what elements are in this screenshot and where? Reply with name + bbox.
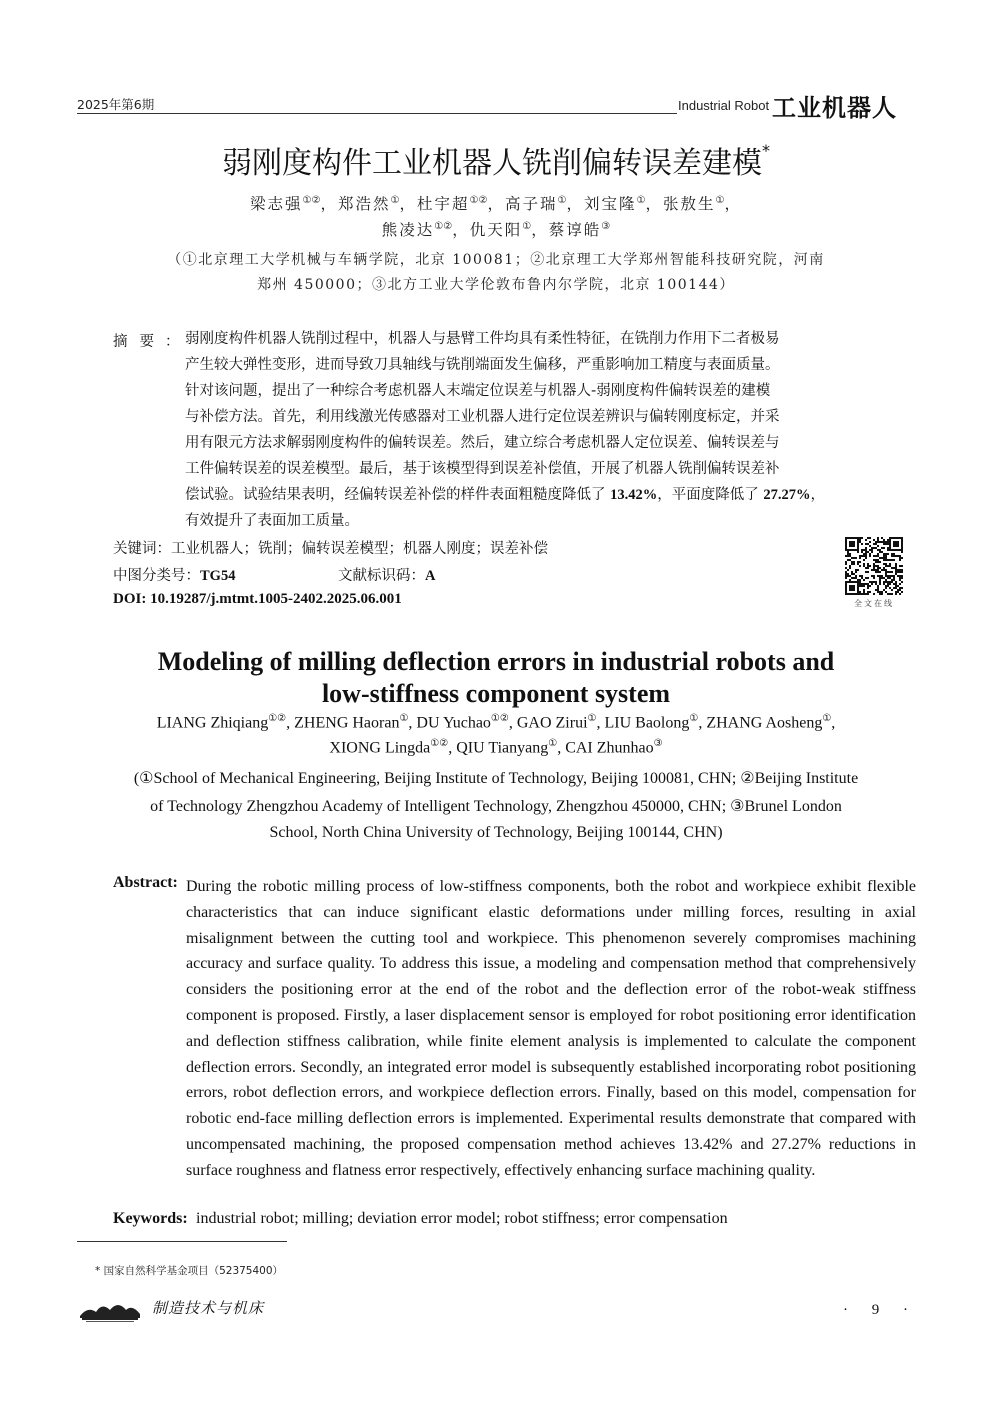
affiliation-cn-line: 郑州 450000；③北方工业大学伦敦布鲁内尔学院，北京 100144） — [257, 277, 735, 293]
journal-logo-icon — [78, 1296, 142, 1324]
authors-cn-line2: 熊凌达①②，仇天阳①，蔡谆皓③ — [381, 220, 611, 239]
author-affiliation-mark: ①② — [490, 713, 509, 724]
author-affiliation-mark: ①② — [469, 194, 488, 206]
abstract-cn-line: 工件偏转误差的误差模型。最后，基于该模型得到误差补偿值，开展了机器人铣削偏转误差补 — [185, 461, 780, 477]
abstract-cn-line: 弱刚度构件机器人铣削过程中，机器人与悬臂工件均具有柔性特征，在铣削力作用下二者极易 — [185, 331, 780, 347]
author-affiliation-mark: ① — [390, 194, 400, 206]
keywords-cn-label: 关键词： — [113, 541, 171, 557]
section-label-cn: 工业机器人 — [772, 94, 897, 122]
doi[interactable]: DOI: 10.19287/j.mtmt.1005-2402.2025.06.001 — [113, 591, 402, 607]
author-affiliation-mark: ① — [587, 713, 597, 724]
clc-value: TG54 — [200, 568, 236, 584]
authors-en-line2: XIONG Lingda①②, QIU Tianyang①, CAI Zhunhao③ — [329, 738, 663, 757]
journal-name: 制造技术与机床 — [152, 1299, 265, 1317]
author-affiliation-mark: ①② — [430, 738, 449, 749]
author-affiliation-mark: ①② — [434, 220, 453, 232]
author-affiliation-mark: ① — [557, 194, 567, 206]
abstract-cn-line: 有效提升了表面加工质量。 — [185, 513, 359, 529]
doc-code-value: A — [425, 568, 436, 584]
author-affiliation-mark: ③ — [653, 738, 663, 749]
author-name: 刘宝隆 — [583, 195, 637, 213]
abstract-cn-line: 针对该问题，提出了一种综合考虑机器人末端定位误差与机器人-弱刚度构件偏转误差的建模 — [185, 383, 771, 399]
author-affiliation-mark: ①② — [302, 194, 321, 206]
author-name: XIONG Lingda — [329, 739, 431, 757]
doc-code-label: 文献标识码： — [338, 568, 425, 584]
keywords-en-text: industrial robot; milling; deviation error model; robot stiffness; error compensation — [196, 1210, 728, 1227]
author-name: 仇天阳 — [469, 221, 523, 239]
author-affiliation-mark: ① — [822, 713, 832, 724]
author-name: QIU Tianyang — [456, 739, 549, 757]
abstract-en-label: Abstract: — [113, 874, 178, 891]
authors-en-line1: LIANG Zhiqiang①②, ZHENG Haoran①, DU Yuchao①②, GAO Zirui①, LIU Baolong①, ZHANG Aosheng①, — [156, 713, 836, 732]
keywords-en-label: Keywords: — [113, 1210, 188, 1227]
author-affiliation-mark: ③ — [601, 220, 611, 232]
abstract-cn-line: 用有限元方法求解弱刚度构件的偏转误差。然后，建立综合考虑机器人定位误差、偏转误差与 — [185, 435, 780, 451]
abstract-cn-colon: ： — [165, 334, 180, 350]
author-affiliation-mark: ①② — [268, 713, 287, 724]
author-affiliation-mark: ① — [636, 194, 646, 206]
author-name: ZHANG Aosheng — [706, 714, 823, 732]
author-name: 梁志强 — [250, 195, 303, 213]
author-affiliation-mark: ① — [715, 194, 725, 206]
author-name: CAI Zhunhao — [565, 739, 654, 757]
header-rule — [77, 113, 677, 114]
author-name: 高子瑞 — [504, 195, 558, 213]
abstract-en-body: During the robotic milling process of low-stiffness components, both the robot and workpiece exhibit flexible characteristics that can induce significant elastic deformations under milling forces, resulting in axial misalignment between the cutting tool and workpiece. This phenomenon severely compromises machining accuracy and surface quality. To address this issue, a modeling and compensation method that comprehensively considers the positioning error at the end of the robot and the deflection error of the robot-weak stiffness component is proposed. Firstly, a laser displacement sensor is employed for robot positioning error identification and deflection stiffness calibration, while finite element analysis is implemented to calculate the component deflection errors. Secondly, an integrated error model is subsequently established incorporating robot positioning errors, robot deflection errors, and workpiece deflection errors. Finally, based on this model, compensation for robotic end-face milling deflection errors is implemented. Experimental results demonstrate that compared with uncompensated machining, the proposed compensation method achieves 13.42% and 27.27% reductions in surface roughness and flatness error respectively, effectively enhancing surface machining quality. — [186, 878, 916, 1179]
qr-caption: 全文在线 — [854, 599, 894, 608]
funding-footnote: * 国家自然科学基金项目（52375400） — [95, 1265, 284, 1277]
qr-code-icon[interactable] — [845, 537, 903, 595]
affiliation-en-line: of Technology Zhengzhou Academy of Intelligent Technology, Zhengzhou 450000, CHN; ③Brunel London — [150, 798, 842, 815]
affiliation-en-line: School, North China University of Technology, Beijing 100144, CHN) — [269, 824, 723, 841]
page-number: · 9 · — [843, 1302, 918, 1318]
author-affiliation-mark: ① — [522, 220, 532, 232]
author-name: 郑浩然 — [338, 195, 391, 213]
footnote-rule — [77, 1241, 287, 1242]
author-affiliation-mark: ① — [399, 713, 409, 724]
classification-line — [113, 564, 235, 585]
author-name: 蔡谆皓 — [548, 221, 602, 239]
authors-cn-line1: 梁志强①②，郑浩然①，杜宇超①②，高子瑞①，刘宝隆①，张敖生①， — [250, 194, 742, 213]
keywords-cn — [113, 537, 548, 558]
keywords-cn-text: 工业机器人；铣削；偏转误差模型；机器人刚度；误差补偿 — [171, 541, 548, 557]
author-name: DU Yuchao — [416, 714, 491, 732]
paper-title-en-line: low-stiffness component system — [321, 679, 671, 708]
paper-title-en-line: Modeling of milling deflection errors in industrial robots and — [157, 647, 835, 676]
clc-label: 中图分类号： — [113, 568, 200, 584]
abstract-cn-label: 摘要 — [113, 334, 166, 350]
paper-title-cn — [0, 138, 992, 182]
author-name: 张敖生 — [662, 195, 716, 213]
abstract-cn-body — [185, 326, 915, 534]
author-name: 杜宇超 — [417, 195, 470, 213]
author-name: GAO Zirui — [516, 714, 588, 732]
author-name: ZHENG Haoran — [294, 714, 400, 732]
author-affiliation-mark: ① — [548, 738, 558, 749]
affiliation-cn-line: （①北京理工大学机械与车辆学院，北京 100081；②北京理工大学郑州智能科技研究院，河南 — [167, 252, 825, 268]
doc-code-line — [338, 564, 435, 585]
author-name: 熊凌达 — [381, 221, 435, 239]
author-affiliation-mark: ① — [689, 713, 699, 724]
abstract-cn-line: 与补偿方法。首先，利用线激光传感器对工业机器人进行定位误差辨识与偏转刚度标定，并采 — [185, 409, 780, 425]
title-cn-text: 弱刚度构件工业机器人铣削偏转误差建模 — [222, 146, 762, 181]
abstract-cn-line: 产生较大弹性变形，进而导致刀具轴线与铣削端面发生偏移，严重影响加工精度与表面质量。 — [185, 357, 780, 373]
title-footnote-mark: * — [762, 141, 770, 160]
abstract-cn-line: 偿试验。试验结果表明，经偏转误差补偿的样件表面粗糙度降低了 13.42%，平面度降低了 27.27%， — [185, 487, 825, 503]
issue-label: 2025年第6期 — [77, 97, 155, 112]
author-name: LIANG Zhiqiang — [156, 714, 269, 732]
section-label-en: Industrial Robot — [678, 98, 770, 113]
affiliation-en-line: (①School of Mechanical Engineering, Beijing Institute of Technology, Beijing 100081, CHN; ②Beijing Institute — [133, 770, 859, 787]
author-name: LIU Baolong — [604, 714, 690, 732]
